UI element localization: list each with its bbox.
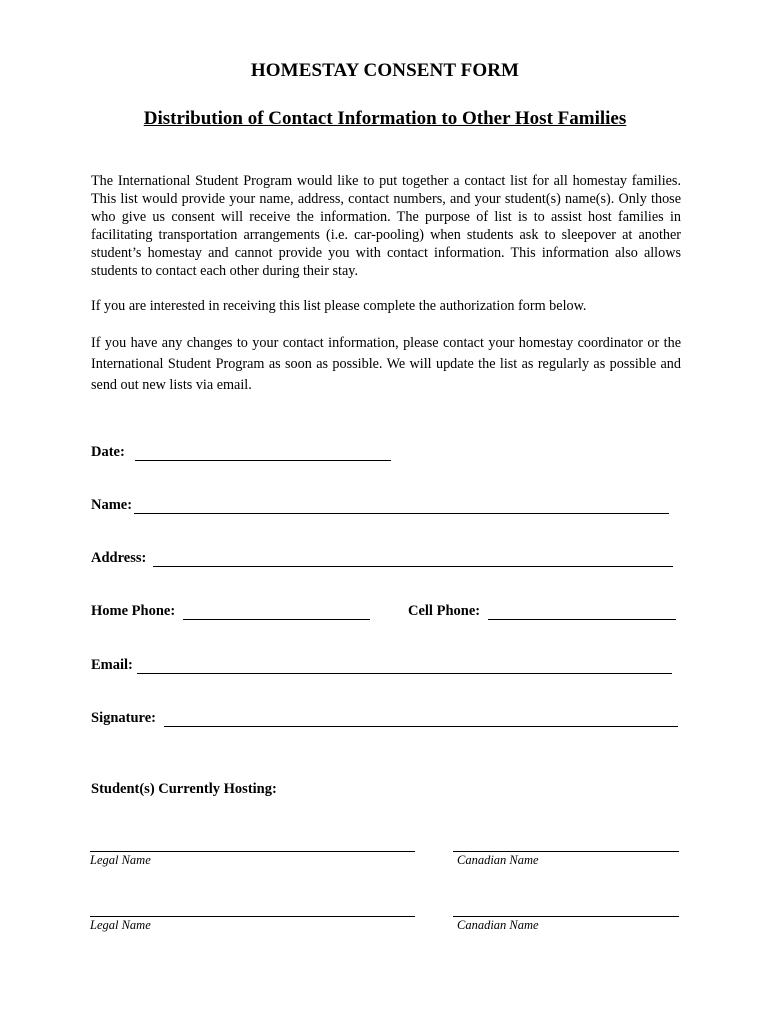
email-label: Email: bbox=[91, 657, 133, 673]
address-label: Address: bbox=[91, 550, 147, 566]
home-phone-field-row bbox=[91, 603, 370, 620]
email-line[interactable] bbox=[137, 659, 672, 674]
home-phone-label: Home Phone: bbox=[91, 603, 176, 619]
canadian-name-caption-1: Canadian Name bbox=[457, 853, 539, 867]
interest-paragraph: If you are interested in receiving this list please complete the authorization form below. bbox=[91, 298, 587, 314]
legal-name-caption-1: Legal Name bbox=[90, 853, 151, 867]
cell-phone-label: Cell Phone: bbox=[408, 603, 481, 619]
changes-paragraph: If you have any changes to your contact information, please contact your homestay coordinator or the International Student Program as soon as possible. We will update the list as regularly as possible and send out new lists via email. bbox=[91, 335, 681, 393]
hosting-heading: Student(s) Currently Hosting: bbox=[91, 781, 277, 797]
date-line[interactable] bbox=[135, 446, 391, 461]
signature-field-row bbox=[91, 710, 678, 727]
address-field-row bbox=[91, 550, 673, 567]
canadian-name-caption-2: Canadian Name bbox=[457, 918, 539, 932]
name-field-row bbox=[91, 497, 669, 514]
cell-phone-line[interactable] bbox=[488, 605, 676, 620]
form-title: HOMESTAY CONSENT FORM bbox=[250, 60, 520, 81]
legal-name-line-2[interactable] bbox=[90, 916, 415, 917]
form-subtitle: Distribution of Contact Information to Other Host Families bbox=[143, 108, 627, 129]
date-field-row bbox=[91, 444, 391, 461]
signature-line[interactable] bbox=[164, 712, 678, 727]
date-label: Date: bbox=[91, 444, 125, 460]
legal-name-line-1[interactable] bbox=[90, 851, 415, 852]
signature-label: Signature: bbox=[91, 710, 156, 726]
name-label: Name: bbox=[91, 497, 133, 513]
intro-paragraph: The International Student Program would like to put together a contact list for all homestay families. This list would provide your name, address, contact numbers, and your student(s) name(s). Only those who give us consent will receive the information. The purpose of list is to assist host families in facilitating transportation arrangements (i.e. car-pooling) when students ask to sleepover at another student’s homestay and cannot provide you with contact information. This information also allows students to contact each other during their stay. bbox=[91, 173, 681, 279]
address-line[interactable] bbox=[153, 552, 673, 567]
email-field-row bbox=[91, 657, 672, 674]
legal-name-caption-2: Legal Name bbox=[90, 918, 151, 932]
name-line[interactable] bbox=[134, 499, 669, 514]
canadian-name-line-1[interactable] bbox=[453, 851, 679, 852]
home-phone-line[interactable] bbox=[183, 605, 370, 620]
cell-phone-field-row bbox=[408, 603, 676, 620]
canadian-name-line-2[interactable] bbox=[453, 916, 679, 917]
